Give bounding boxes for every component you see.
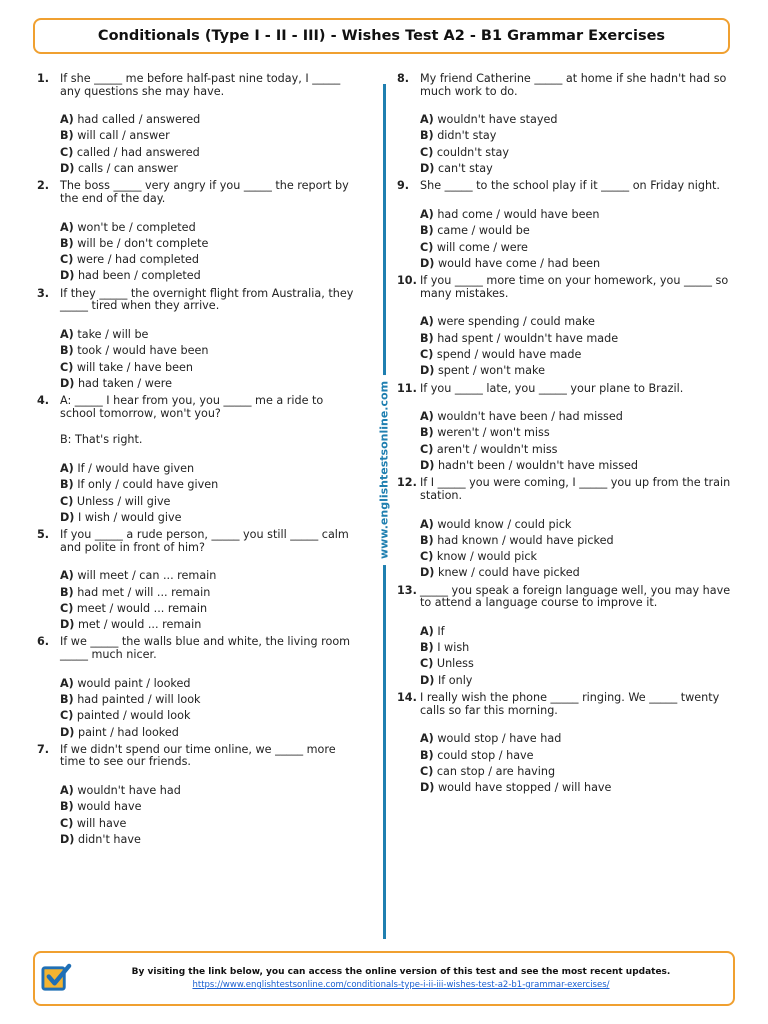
answer-option — [420, 128, 742, 144]
footer-link[interactable]: https://www.englishtestsonline.com/conditionals-type-i-ii-iii-wishes-test-a2-b1-grammar-exercises/ — [192, 980, 610, 990]
answer-options — [60, 783, 362, 848]
option-text: had been / completed — [77, 269, 201, 283]
option-text: wouldn't have stayed — [437, 113, 558, 127]
answer-option — [420, 409, 742, 425]
question-text: She _____ to the school play if it _____ on Friday night. — [420, 179, 720, 193]
option-letter: A) — [60, 784, 74, 798]
option-text: were / had completed — [76, 253, 200, 267]
checkbox-icon — [41, 962, 72, 993]
option-letter: A) — [60, 569, 74, 583]
answer-options — [420, 409, 742, 474]
option-letter: A) — [420, 410, 434, 424]
option-text: would know / could pick — [437, 517, 572, 531]
side-url: www.englishtestsonline.com — [378, 375, 391, 565]
question-number: 14. — [397, 691, 417, 705]
answer-options — [60, 461, 362, 526]
option-letter: D) — [420, 256, 435, 270]
option-text: came / would be — [437, 224, 530, 238]
option-letter: B) — [60, 478, 74, 492]
option-text: would stop / have had — [437, 732, 562, 746]
right-column — [397, 73, 742, 799]
question — [397, 383, 742, 475]
answer-option — [420, 748, 742, 764]
answer-option — [420, 314, 742, 330]
option-text: would have — [77, 800, 142, 814]
option-letter: C) — [420, 442, 434, 456]
option-letter: A) — [420, 624, 434, 638]
option-letter: D) — [60, 618, 75, 632]
answer-options — [420, 624, 742, 689]
answer-option — [60, 617, 362, 633]
option-text: hadn't been / wouldn't have missed — [437, 459, 639, 473]
answer-option — [420, 731, 742, 747]
option-text: will have — [76, 816, 127, 830]
option-text: had taken / were — [77, 376, 173, 390]
option-letter: C) — [420, 657, 434, 671]
option-letter: C) — [60, 253, 74, 267]
option-letter: D) — [60, 832, 75, 846]
option-text: wouldn't have had — [77, 784, 181, 798]
question-text: If you _____ late, you _____ your plane to Brazil. — [420, 381, 684, 395]
answer-option — [60, 816, 362, 832]
answer-option — [420, 145, 742, 161]
answer-option — [420, 442, 742, 458]
option-text: calls / can answer — [77, 162, 178, 176]
left-column — [37, 73, 362, 851]
question — [37, 73, 362, 177]
question — [397, 180, 742, 272]
question — [397, 73, 742, 177]
option-letter: D) — [60, 162, 75, 176]
option-letter: A) — [420, 113, 434, 127]
answer-options — [60, 676, 362, 741]
option-text: called / had answered — [76, 145, 200, 159]
question-number: 5. — [37, 528, 50, 542]
question — [397, 692, 742, 796]
option-letter: D) — [420, 781, 435, 795]
question-number: 6. — [37, 635, 50, 649]
option-letter: C) — [420, 240, 434, 254]
answer-options — [420, 207, 742, 272]
option-letter: B) — [60, 692, 74, 706]
question — [397, 585, 742, 689]
answer-option — [60, 832, 362, 848]
answer-options — [60, 568, 362, 633]
footer — [33, 951, 735, 1006]
answer-option — [60, 252, 362, 268]
answer-option — [60, 510, 362, 526]
answer-option — [420, 256, 742, 272]
answer-option — [420, 624, 742, 640]
answer-option — [420, 458, 742, 474]
answer-options — [60, 327, 362, 392]
option-letter: B) — [60, 129, 74, 143]
answer-option — [60, 128, 362, 144]
option-text: will take / have been — [76, 360, 193, 374]
answer-options — [420, 731, 742, 796]
question-number: 12. — [397, 476, 417, 490]
question-number: 1. — [37, 72, 50, 85]
option-letter: B) — [420, 426, 434, 440]
answer-options — [60, 112, 362, 177]
option-text: If only / could have given — [77, 478, 219, 492]
question-number: 10. — [397, 274, 417, 288]
option-text: Unless / will give — [76, 494, 171, 508]
question-number: 7. — [37, 742, 50, 756]
option-text: were spending / could make — [437, 315, 595, 329]
option-text: meet / would ... remain — [76, 601, 208, 615]
question-subtext: B: That's right. — [60, 433, 143, 447]
option-letter: A) — [60, 220, 74, 234]
question — [37, 529, 362, 633]
option-letter: D) — [420, 673, 435, 687]
option-text: If only — [437, 673, 473, 687]
option-text: know / would pick — [436, 550, 538, 564]
answer-option — [420, 640, 742, 656]
question-number: 2. — [37, 179, 50, 193]
option-text: I wish — [437, 641, 470, 655]
answer-option — [60, 360, 362, 376]
question — [397, 275, 742, 379]
option-letter: C) — [60, 494, 74, 508]
option-text: took / would have been — [77, 344, 209, 358]
answer-option — [420, 240, 742, 256]
answer-options — [420, 517, 742, 582]
question-number: 9. — [397, 179, 410, 193]
option-text: won't be / completed — [77, 220, 196, 234]
option-letter: D) — [60, 269, 75, 283]
option-letter: A) — [60, 676, 74, 690]
answer-option — [60, 568, 362, 584]
option-text: take / will be — [77, 327, 149, 341]
option-letter: C) — [420, 347, 434, 361]
answer-option — [60, 494, 362, 510]
option-text: If — [437, 624, 445, 638]
option-letter: A) — [420, 207, 434, 221]
option-text: will meet / can ... remain — [77, 569, 217, 583]
option-letter: C) — [60, 601, 74, 615]
answer-option — [60, 676, 362, 692]
option-letter: A) — [420, 517, 434, 531]
option-letter: C) — [420, 550, 434, 564]
option-text: could stop / have — [437, 748, 534, 762]
option-text: would have stopped / will have — [437, 781, 612, 795]
question — [37, 180, 362, 284]
answer-option — [420, 207, 742, 223]
answer-option — [420, 331, 742, 347]
question-text: If we _____ the walls blue and white, the living room _____ much nicer. — [60, 635, 351, 662]
option-text: can't stay — [437, 162, 493, 176]
option-letter: A) — [420, 315, 434, 329]
option-text: can stop / are having — [436, 764, 556, 778]
answer-option — [60, 376, 362, 392]
question-text: My friend Catherine _____ at home if she hadn't had so much work to do. — [420, 72, 727, 98]
option-text: had spent / wouldn't have made — [437, 331, 619, 345]
option-text: paint / had looked — [77, 725, 179, 739]
option-text: had come / would have been — [437, 207, 600, 221]
answer-option — [60, 692, 362, 708]
option-letter: D) — [420, 364, 435, 378]
option-letter: C) — [60, 816, 74, 830]
answer-option — [60, 461, 362, 477]
question — [37, 636, 362, 740]
answer-option — [60, 783, 362, 799]
option-text: would paint / looked — [77, 676, 191, 690]
option-letter: B) — [60, 585, 74, 599]
answer-option — [420, 347, 742, 363]
answer-option — [60, 112, 362, 128]
option-text: knew / could have picked — [437, 566, 580, 580]
answer-option — [60, 327, 362, 343]
answer-option — [420, 223, 742, 239]
option-text: painted / would look — [76, 709, 191, 723]
question-text: If I _____ you were coming, I _____ you up from the train station. — [420, 476, 731, 502]
question-number: 11. — [397, 381, 417, 395]
question-number: 8. — [397, 72, 410, 85]
option-text: had known / would have picked — [437, 533, 614, 547]
question-text: If she _____ me before half-past nine today, I _____ any questions she may have. — [60, 72, 341, 98]
option-letter: C) — [60, 709, 74, 723]
option-letter: A) — [420, 732, 434, 746]
footer-text: By visiting the link below, you can access the online version of this test and see the most recent updates. — [131, 967, 671, 977]
option-letter: D) — [420, 566, 435, 580]
question — [37, 395, 362, 526]
question-number: 4. — [37, 394, 50, 408]
answer-option — [60, 236, 362, 252]
answer-option — [420, 161, 742, 177]
question — [37, 744, 362, 848]
option-letter: B) — [420, 641, 434, 655]
option-text: couldn't stay — [436, 145, 509, 159]
answer-option — [420, 764, 742, 780]
question-text: The boss _____ very angry if you _____ the report by the end of the day. — [60, 179, 349, 205]
answer-option — [420, 517, 742, 533]
option-text: didn't stay — [437, 129, 497, 143]
option-text: met / would ... remain — [77, 618, 202, 632]
option-text: will come / were — [436, 240, 528, 254]
option-text: had painted / will look — [77, 692, 201, 706]
answer-option — [420, 549, 742, 565]
question-text: _____ you speak a foreign language well, you may have to attend a language course to improve it. — [420, 583, 731, 610]
question — [37, 288, 362, 392]
option-text: aren't / wouldn't miss — [436, 442, 558, 456]
answer-options — [60, 220, 362, 285]
answer-option — [420, 533, 742, 549]
answer-option — [60, 343, 362, 359]
page-title: Conditionals (Type I - II - III) - Wishes Test A2 - B1 Grammar Exercises — [97, 28, 666, 44]
option-letter: B) — [420, 331, 434, 345]
option-letter: C) — [420, 145, 434, 159]
answer-option — [420, 673, 742, 689]
answer-option — [420, 656, 742, 672]
answer-option — [60, 477, 362, 493]
option-text: spend / would have made — [436, 347, 582, 361]
option-letter: B) — [420, 129, 434, 143]
answer-option — [420, 425, 742, 441]
answer-option — [60, 725, 362, 741]
question-text: If we didn't spend our time online, we _____ more time to see our friends. — [60, 742, 336, 769]
answer-options — [420, 314, 742, 379]
option-letter: B) — [420, 748, 434, 762]
option-text: wouldn't have been / had missed — [437, 410, 623, 424]
option-text: I wish / would give — [77, 510, 182, 524]
option-letter: A) — [60, 461, 74, 475]
option-text: will be / don't complete — [77, 236, 209, 250]
option-letter: D) — [60, 725, 75, 739]
answer-option — [60, 585, 362, 601]
option-letter: B) — [60, 236, 74, 250]
question-text: If you _____ a rude person, _____ you still _____ calm and polite in front of him? — [60, 528, 349, 554]
answer-option — [60, 220, 362, 236]
option-text: had called / answered — [77, 113, 201, 127]
title-box — [33, 18, 730, 54]
option-letter: B) — [420, 533, 434, 547]
answer-option — [420, 780, 742, 796]
question — [397, 477, 742, 581]
option-letter: D) — [60, 510, 75, 524]
option-letter: B) — [60, 344, 74, 358]
answer-option — [420, 565, 742, 581]
option-letter: A) — [60, 113, 74, 127]
option-text: will call / answer — [77, 129, 170, 143]
option-letter: C) — [60, 145, 74, 159]
option-letter: C) — [60, 360, 74, 374]
option-text: spent / won't make — [437, 364, 545, 378]
answer-option — [60, 708, 362, 724]
answer-option — [60, 268, 362, 284]
option-text: had met / will ... remain — [77, 585, 211, 599]
question-number: 13. — [397, 583, 417, 597]
answer-option — [420, 112, 742, 128]
option-text: weren't / won't miss — [437, 426, 550, 440]
question-text: If you _____ more time on your homework, you _____ so many mistakes. — [420, 274, 729, 300]
option-letter: B) — [420, 224, 434, 238]
question-number: 3. — [37, 286, 50, 300]
option-letter: D) — [60, 376, 75, 390]
answer-options — [420, 112, 742, 177]
option-text: Unless — [436, 657, 474, 671]
option-letter: D) — [420, 162, 435, 176]
question-text: I really wish the phone _____ ringing. We _____ twenty calls so far this morning. — [420, 691, 720, 717]
option-letter: B) — [60, 800, 74, 814]
answer-option — [60, 161, 362, 177]
option-text: didn't have — [77, 832, 141, 846]
option-letter: D) — [420, 459, 435, 473]
answer-option — [420, 363, 742, 379]
question-text: If they _____ the overnight flight from Australia, they _____ tired when they arrive. — [60, 286, 354, 313]
answer-option — [60, 601, 362, 617]
option-letter: C) — [420, 764, 434, 778]
option-text: would have come / had been — [437, 256, 601, 270]
option-text: If / would have given — [77, 461, 195, 475]
answer-option — [60, 799, 362, 815]
answer-option — [60, 145, 362, 161]
question-text: A: _____ I hear from you, you _____ me a ride to school tomorrow, won't you? — [60, 394, 324, 420]
option-letter: A) — [60, 327, 74, 341]
